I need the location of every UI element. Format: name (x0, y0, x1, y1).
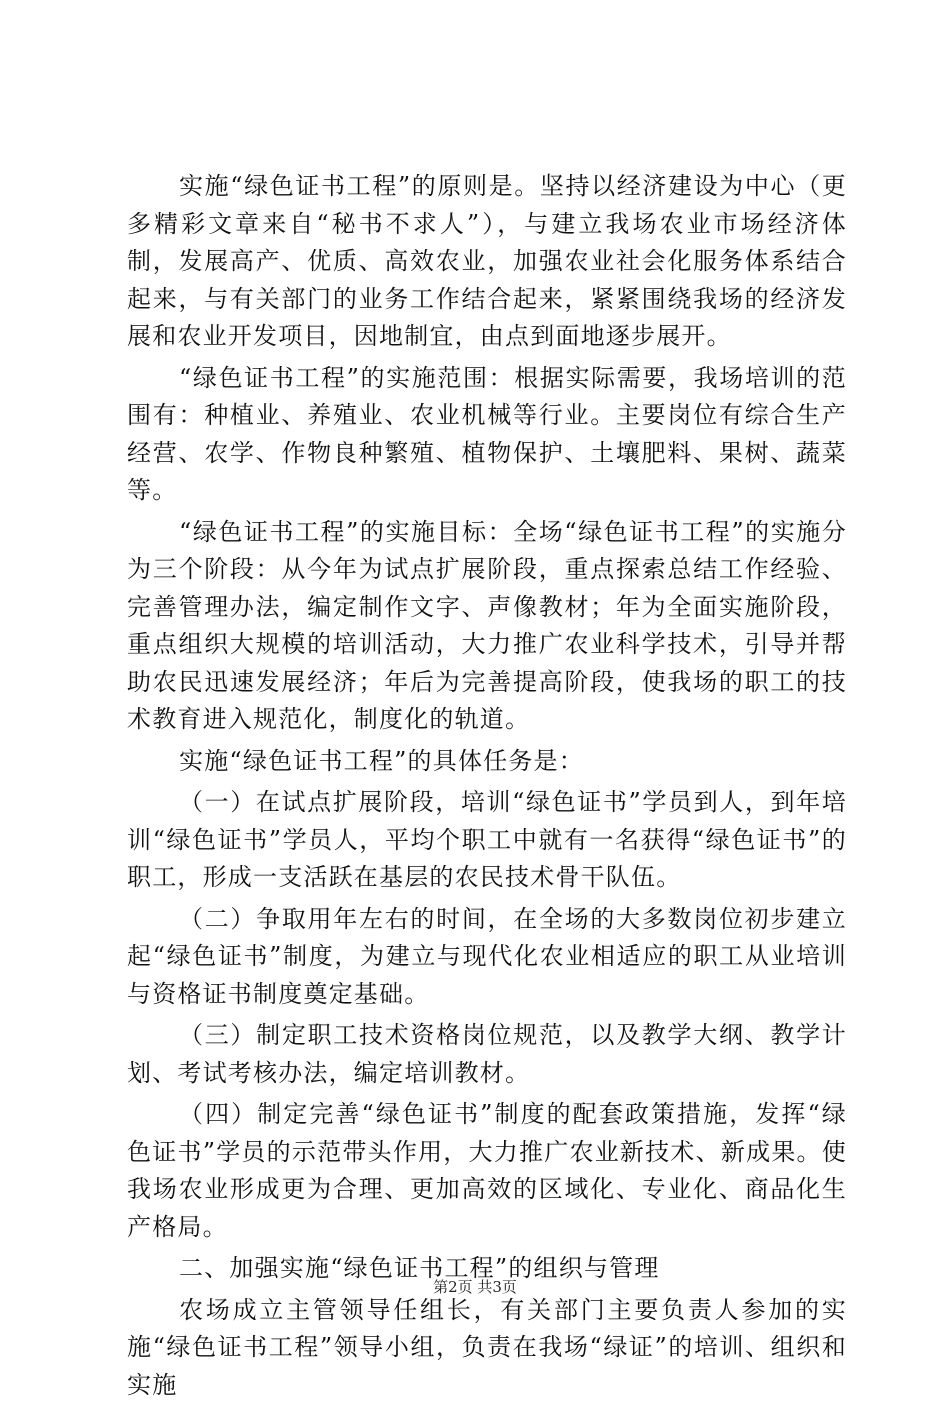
paragraph-task-3: （三）制定职工技术资格岗位规范，以及教学大纲、教学计划、考试考核办法，编定培训教材。 (127, 1021, 847, 1087)
section-heading-management: 二、加强实施“绿色证书工程”的组织与管理 (179, 1254, 660, 1282)
document-body (127, 168, 847, 1408)
paragraph-task-2: （二）争取用年左右的时间，在全场的大多数岗位初步建立起“绿色证书”制度，为建立与现代化农业相适应的职工从业培训与资格证书制度奠定基础。 (127, 904, 847, 1008)
paragraph-principles: 实施“绿色证书工程”的原则是。坚持以经济建设为中心（更多精彩文章来自“秘书不求人”），与建立我场农业市场经济体制，发展高产、优质、高效农业，加强农业社会化服务体系结合起来，与有关部门的业务工作结合起来，紧紧围绕我场的经济发展和农业开发项目，因地制宜，由点到面地逐步展开。 (127, 172, 847, 350)
paragraph-task-1: （一）在试点扩展阶段，培训“绿色证书”学员到人，到年培训“绿色证书”学员人，平均个职工中就有一名获得“绿色证书”的职工，形成一支活跃在基层的农民技术骨干队伍。 (127, 788, 847, 891)
paragraph-leadership: 农场成立主管领导任组长，有关部门主要负责人参加的实施“绿色证书工程”领导小组，负责在我场“绿证”的培训、组织和实施 (127, 1295, 847, 1399)
paragraph-goals: “绿色证书工程”的实施目标：全场“绿色证书工程”的实施分为三个阶段：从今年为试点扩展阶段，重点探索总结工作经验、完善管理办法，编定制作文字、声像教材；年为全面实施阶段，重点组织大规模的培训活动，大力推广农业科学技术，引导并帮助农民迅速发展经济；年后为完善提高阶段，使我场的职工的技术教育进入规范化，制度化的轨道。 (127, 517, 847, 733)
paragraph-task-4: （四）制定完善“绿色证书”制度的配套政策措施，发挥“绿色证书”学员的示范带头作用，大力推广农业新技术、新成果。使我场农业形成更为合理、更加高效的区域化、专业化、商品化生产格局。 (127, 1100, 847, 1241)
paragraph-scope: “绿色证书工程”的实施范围：根据实际需要，我场培训的范围有：种植业、养殖业、农业机械等行业。主要岗位有综合生产经营、农学、作物良种繁殖、植物保护、土壤肥料、果树、蔬菜等。 (127, 363, 847, 504)
paragraph-tasks-intro: 实施“绿色证书工程”的具体任务是： (179, 746, 584, 775)
page-number-footer: 第2页 共3页 (433, 1278, 517, 1296)
